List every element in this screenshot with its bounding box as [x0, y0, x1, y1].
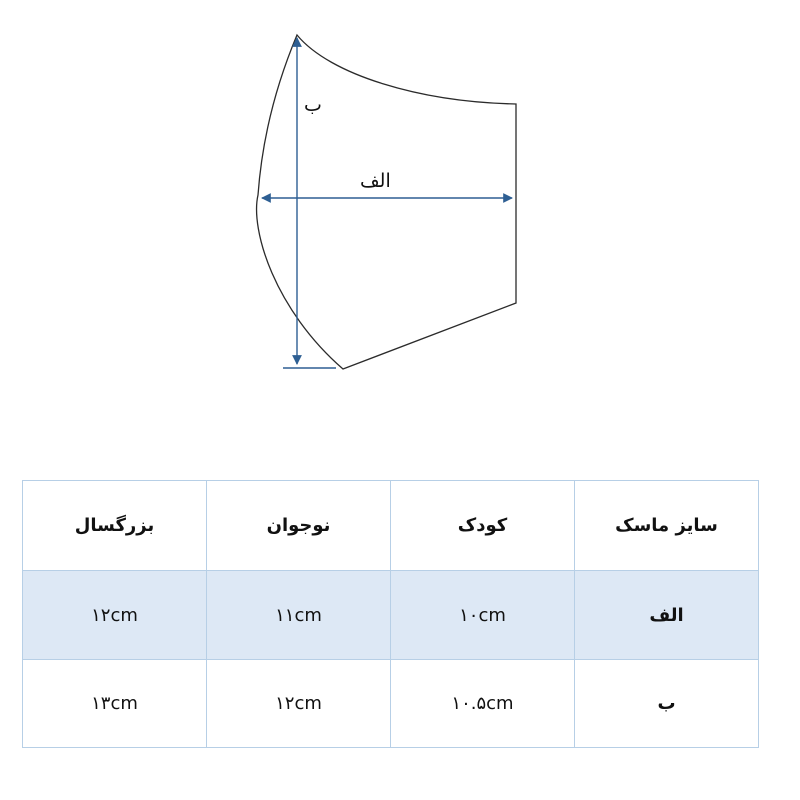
- cell-b-teen: ۱۲cm: [207, 660, 391, 748]
- header-cell-teen: نوجوان: [207, 481, 391, 571]
- header-cell-child: کودک: [391, 481, 575, 571]
- cell-alef-teen: ۱۱cm: [207, 571, 391, 660]
- mask-outline: [257, 35, 516, 369]
- cell-alef-child: ۱۰cm: [391, 571, 575, 660]
- cell-alef-adult: ۱۲cm: [23, 571, 207, 660]
- mask-size-table: [22, 480, 759, 748]
- height-label: ب: [304, 94, 322, 116]
- cell-b-adult: ۱۳cm: [23, 660, 207, 748]
- width-label: الف: [360, 170, 391, 192]
- table-row: [23, 571, 759, 660]
- cell-b-child: ۱۰.۵cm: [391, 660, 575, 748]
- header-cell-adult: بزرگسال: [23, 481, 207, 571]
- row-label-alef: الف: [575, 571, 759, 660]
- header-cell-mask-size: سایز ماسک: [575, 481, 759, 571]
- table-row: [23, 660, 759, 748]
- row-label-b: ب: [575, 660, 759, 748]
- table-header-row: [23, 481, 759, 571]
